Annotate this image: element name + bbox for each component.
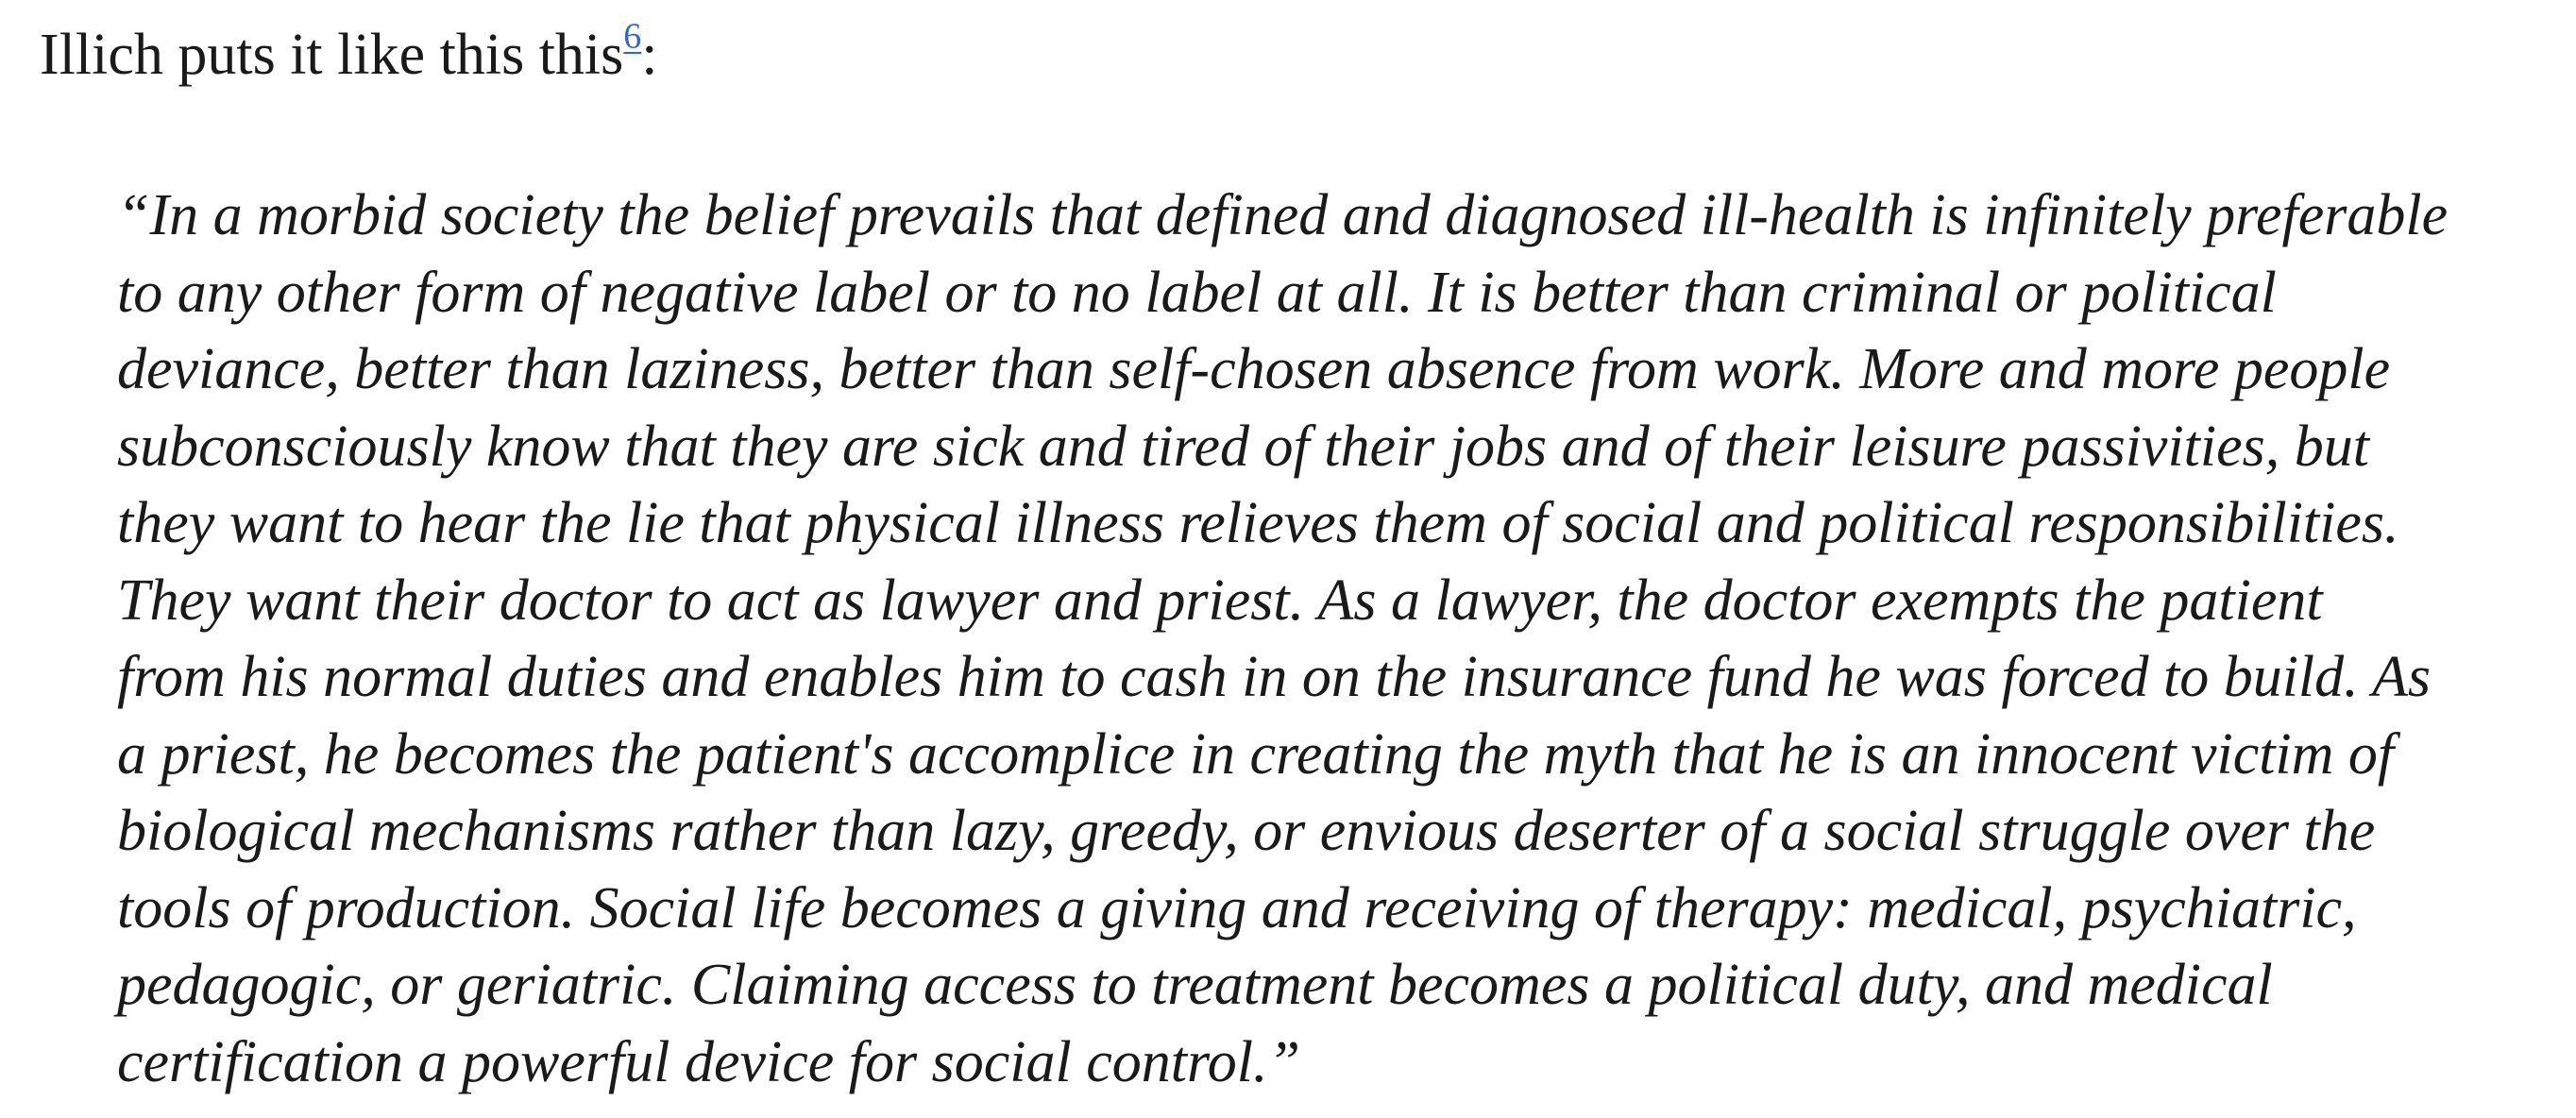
- quote-line: to any other form of negative label or to no label at all. It is better than criminal or political: [117, 260, 2277, 325]
- quote-line: biological mechanisms rather than lazy, greedy, or envious deserter of a social struggle over the: [117, 799, 2376, 863]
- quote-line: certification a powerful device for social control.”: [117, 1029, 1301, 1094]
- quote-line: pedagogic, or geriatric. Claiming access to treatment becomes a political duty, and medical: [117, 953, 2273, 1017]
- quote-line: they want to hear the lie that physical illness relieves them of social and political responsibilities.: [117, 491, 2399, 555]
- quote-line: deviance, better than laziness, better than self-chosen absence from work. More and more people: [117, 337, 2391, 401]
- quote-line: “In a morbid society the belief prevails that defined and diagnosed ill-health is infinitely preferable: [117, 183, 2449, 247]
- intro-text: Illich puts it like this this: [40, 23, 624, 87]
- quote-line: subconsciously know that they are sick and tired of their jobs and of their leisure passivities, but: [117, 414, 2370, 479]
- quote-line: tools of production. Social life becomes a giving and receiving of therapy: medical, psychiatric,: [117, 875, 2357, 940]
- quote-line: a priest, he becomes the patient's accomplice in creating the myth that he is an innocent victim of: [117, 721, 2395, 787]
- footnote-reference: [623, 17, 641, 57]
- quote-line: from his normal duties and enables him to cash in on the insurance fund he was forced to build. As: [117, 645, 2432, 709]
- illich-blockquote: [117, 178, 2534, 1101]
- footnote-link[interactable]: 6: [623, 16, 642, 57]
- intro-paragraph: [40, 16, 658, 91]
- intro-colon: :: [641, 23, 658, 87]
- quote-line: They want their doctor to act as lawyer and priest. As a lawyer, the doctor exempts the patient: [117, 567, 2323, 633]
